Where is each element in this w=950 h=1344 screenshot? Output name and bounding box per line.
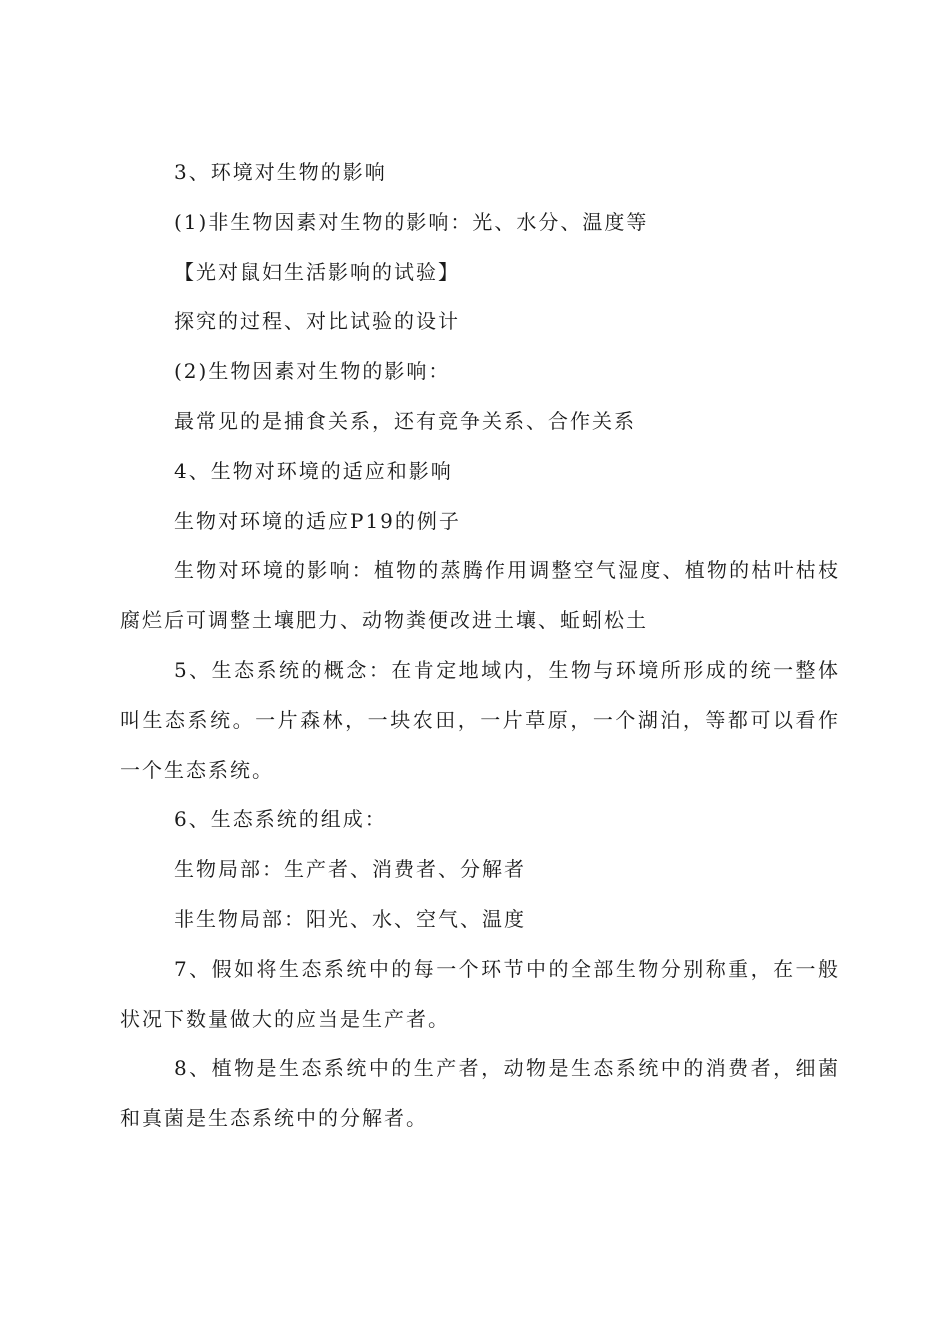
paragraph-experiment-design: 探究的过程、对比试验的设计 [174,309,460,334]
paragraph-biotic-components: 生物局部：生产者、消费者、分解者 [174,857,526,882]
paragraph-relationships: 最常见的是捕食关系，还有竞争关系、合作关系 [174,408,636,433]
paragraph-abiotic-components: 非生物局部：阳光、水、空气、温度 [174,906,526,931]
paragraph-section-3-heading: 3、环境对生物的影响 [174,160,387,184]
paragraph-section-7: 7、假如将生态系统中的每一个环节中的全部生物分别称重，在一般状况下数量做大的应当是生产者。 [120,956,840,1031]
paragraph-experiment-title: 【光对鼠妇生活影响的试验】 [174,259,460,284]
paragraph-section-6-heading: 6、生态系统的组成： [174,807,387,832]
paragraph-environment-impact: 生物对环境的影响：植物的蒸腾作用调整空气湿度、植物的枯叶枯枝腐烂后可调整土壤肥力、动物粪便改进土壤、蚯蚓松土 [120,558,840,633]
document-body [120,148,840,1144]
paragraph-section-5-ecosystem-concept: 5、生态系统的概念：在肯定地域内，生物与环境所形成的统一整体叫生态系统。一片森林，一块农田，一片草原，一个湖泊，等都可以看作一个生态系统。 [120,657,840,782]
paragraph-biotic-factors: (2)生物因素对生物的影响： [174,359,451,384]
paragraph-section-8: 8、植物是生态系统中的生产者，动物是生态系统中的消费者，细菌和真菌是生态系统中的分解者。 [120,1056,840,1131]
paragraph-section-4-heading: 4、生物对环境的适应和影响 [174,458,453,483]
paragraph-abiotic-factors: (1)非生物因素对生物的影响：光、水分、温度等 [174,209,649,234]
paragraph-adaptation-example: 生物对环境的适应P19的例子 [174,508,461,533]
